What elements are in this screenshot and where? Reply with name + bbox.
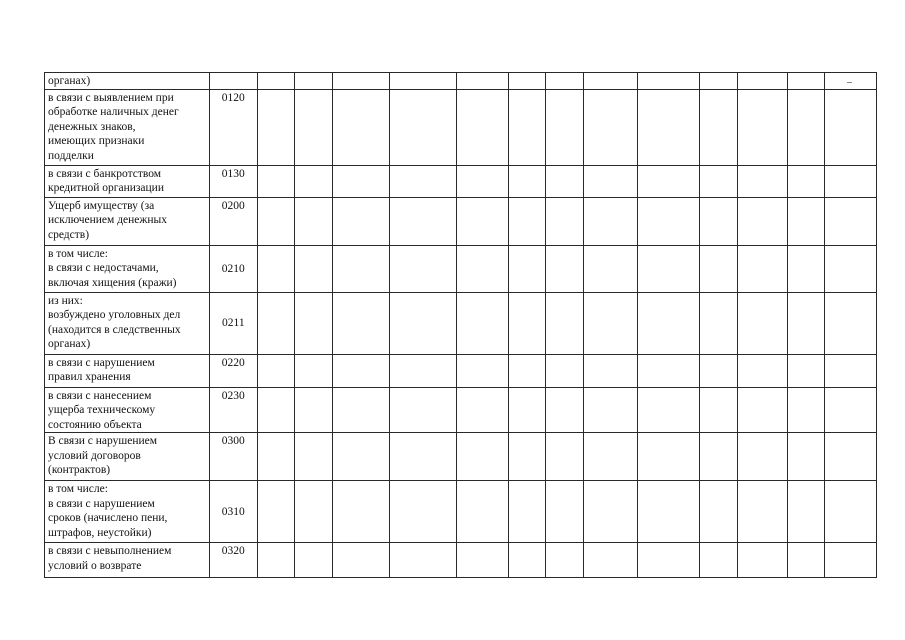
blank-value-cell	[258, 292, 295, 354]
blank-value-cell	[788, 387, 825, 433]
row-code-cell	[209, 165, 257, 197]
blank-value-cell	[825, 481, 877, 543]
blank-value-cell	[545, 387, 583, 433]
table-row	[45, 354, 877, 387]
blank-value-cell	[637, 433, 700, 481]
row-code-cell	[209, 543, 257, 578]
blank-value-cell	[584, 433, 638, 481]
blank-value-cell	[456, 543, 509, 578]
blank-value-cell	[788, 89, 825, 165]
blank-value-cell	[737, 197, 787, 245]
blank-value-cell	[390, 165, 457, 197]
blank-value-cell	[788, 245, 825, 292]
blank-value-cell	[637, 165, 700, 197]
row-code: 0300	[221, 435, 245, 447]
blank-value-cell	[509, 354, 545, 387]
blank-value-cell	[332, 354, 390, 387]
table-row	[45, 433, 877, 481]
row-code-cell	[209, 73, 257, 90]
blank-value-cell	[545, 89, 583, 165]
row-code-cell	[209, 481, 257, 543]
blank-value-cell	[584, 354, 638, 387]
blank-value-cell	[545, 292, 583, 354]
row-name-cell: в связи с нарушением правил хранения	[45, 354, 210, 387]
blank-value-cell	[390, 481, 457, 543]
blank-value-cell	[700, 481, 737, 543]
row-code-cell	[209, 354, 257, 387]
blank-value-cell	[545, 543, 583, 578]
blank-value-cell	[258, 197, 295, 245]
row-code-cell	[209, 245, 257, 292]
row-code-cell	[209, 197, 257, 245]
table-row	[45, 73, 877, 90]
blank-value-cell	[584, 197, 638, 245]
blank-value-cell	[456, 197, 509, 245]
blank-value-cell	[584, 245, 638, 292]
blank-value-cell	[332, 197, 390, 245]
blank-value-cell	[825, 165, 877, 197]
row-code-cell	[209, 292, 257, 354]
blank-value-cell	[825, 292, 877, 354]
blank-value-cell	[545, 354, 583, 387]
blank-value-cell	[456, 387, 509, 433]
blank-value-cell	[637, 292, 700, 354]
blank-value-cell	[390, 73, 457, 90]
blank-value-cell	[509, 481, 545, 543]
blank-value-cell	[509, 165, 545, 197]
blank-value-cell	[509, 387, 545, 433]
blank-value-cell	[332, 245, 390, 292]
blank-value-cell	[456, 245, 509, 292]
blank-value-cell	[737, 481, 787, 543]
blank-value-cell	[700, 354, 737, 387]
row-name-cell: В связи с нарушением условий договоров (контрактов)	[45, 433, 210, 481]
blank-value-cell	[737, 89, 787, 165]
blank-value-cell	[637, 543, 700, 578]
blank-value-cell	[456, 73, 509, 90]
blank-value-cell	[637, 245, 700, 292]
table-row	[45, 481, 877, 543]
blank-value-cell	[258, 387, 295, 433]
blank-value-cell	[545, 73, 583, 90]
row-code: 0220	[221, 356, 245, 369]
blank-value-cell	[825, 433, 877, 481]
row-code-cell	[209, 387, 257, 433]
blank-value-cell	[737, 354, 787, 387]
blank-value-cell	[258, 245, 295, 292]
blank-value-cell	[258, 73, 295, 90]
blank-value-cell	[637, 89, 700, 165]
blank-value-cell	[788, 73, 825, 90]
blank-value-cell	[584, 89, 638, 165]
blank-value-cell	[295, 433, 332, 481]
blank-value-cell	[825, 245, 877, 292]
row-code-cell	[209, 89, 257, 165]
row-name-cell: органах)	[45, 73, 210, 90]
blank-value-cell	[295, 197, 332, 245]
row-name-cell: в связи с невыполнением условий о возврате	[45, 543, 210, 578]
blank-value-cell	[788, 165, 825, 197]
blank-value-cell	[295, 165, 332, 197]
blank-value-cell	[637, 481, 700, 543]
blank-value-cell	[390, 89, 457, 165]
blank-value-cell	[637, 197, 700, 245]
row-name-cell: в связи с выявлением при обработке наличных денег денежных знаков, имеющих признаки подделки	[45, 89, 210, 165]
blank-value-cell	[509, 292, 545, 354]
blank-value-cell	[332, 543, 390, 578]
blank-value-cell	[737, 165, 787, 197]
blank-value-cell	[295, 245, 332, 292]
blank-value-cell	[332, 165, 390, 197]
blank-value-cell	[584, 165, 638, 197]
blank-value-cell	[509, 197, 545, 245]
scan-artifact	[847, 82, 852, 83]
blank-value-cell	[456, 89, 509, 165]
blank-value-cell	[295, 387, 332, 433]
blank-value-cell	[295, 481, 332, 543]
table-row	[45, 292, 877, 354]
blank-value-cell	[737, 543, 787, 578]
blank-value-cell	[700, 165, 737, 197]
row-name-cell: в том числе: в связи с нарушением сроков (начислено пени, штрафов, неустойки)	[45, 481, 210, 543]
blank-value-cell	[456, 354, 509, 387]
blank-value-cell	[295, 89, 332, 165]
blank-value-cell	[788, 481, 825, 543]
row-name-cell: Ущерб имуществу (за исключением денежных средств)	[45, 197, 210, 245]
blank-value-cell	[390, 292, 457, 354]
blank-value-cell	[509, 73, 545, 90]
blank-value-cell	[332, 73, 390, 90]
blank-value-cell	[700, 245, 737, 292]
blank-value-cell	[637, 73, 700, 90]
blank-value-cell	[332, 89, 390, 165]
blank-value-cell	[545, 481, 583, 543]
blank-value-cell	[637, 387, 700, 433]
blank-value-cell	[788, 197, 825, 245]
blank-value-cell	[332, 387, 390, 433]
blank-value-cell	[825, 89, 877, 165]
row-code: 0120	[221, 91, 245, 104]
blank-value-cell	[258, 543, 295, 578]
blank-value-cell	[456, 433, 509, 481]
blank-value-cell	[788, 354, 825, 387]
blank-value-cell	[584, 292, 638, 354]
blank-value-cell	[584, 543, 638, 578]
row-code: 0310	[221, 505, 245, 518]
row-name-cell: из них: возбуждено уголовных дел (находится в следственных органах)	[45, 292, 210, 354]
blank-value-cell	[788, 292, 825, 354]
blank-value-cell	[825, 197, 877, 245]
blank-value-cell	[545, 197, 583, 245]
blank-value-cell	[825, 543, 877, 578]
blank-value-cell	[390, 197, 457, 245]
blank-value-cell	[737, 245, 787, 292]
report-form-table	[44, 72, 877, 578]
table-row	[45, 165, 877, 197]
blank-value-cell	[295, 73, 332, 90]
blank-value-cell	[258, 433, 295, 481]
blank-value-cell	[509, 245, 545, 292]
blank-value-cell	[390, 387, 457, 433]
row-code: 0211	[222, 317, 245, 330]
blank-value-cell	[788, 543, 825, 578]
table-row	[45, 543, 877, 578]
row-name-cell: в том числе: в связи с недостачами, включая хищения (кражи)	[45, 245, 210, 292]
blank-value-cell	[390, 433, 457, 481]
blank-value-cell	[825, 387, 877, 433]
row-code: 0230	[221, 389, 245, 402]
blank-value-cell	[295, 543, 332, 578]
blank-value-cell	[390, 354, 457, 387]
blank-value-cell	[258, 165, 295, 197]
row-code: 0130	[221, 167, 245, 180]
table-body	[45, 73, 877, 578]
blank-value-cell	[700, 292, 737, 354]
blank-value-cell	[332, 481, 390, 543]
blank-value-cell	[332, 292, 390, 354]
row-code: 0200	[221, 199, 245, 212]
blank-value-cell	[584, 73, 638, 90]
blank-value-cell	[258, 89, 295, 165]
blank-value-cell	[700, 433, 737, 481]
blank-value-cell	[545, 245, 583, 292]
blank-value-cell	[584, 387, 638, 433]
blank-value-cell	[700, 89, 737, 165]
blank-value-cell	[737, 73, 787, 90]
blank-value-cell	[509, 433, 545, 481]
blank-value-cell	[637, 354, 700, 387]
row-code: 0210	[221, 262, 245, 275]
blank-value-cell	[545, 433, 583, 481]
blank-value-cell	[509, 543, 545, 578]
blank-value-cell	[700, 197, 737, 245]
blank-value-cell	[700, 73, 737, 90]
row-name-cell: в связи с нанесением ущерба техническому состоянию объекта	[45, 387, 210, 433]
blank-value-cell	[825, 73, 877, 90]
row-name-cell: в связи с банкротством кредитной организации	[45, 165, 210, 197]
blank-value-cell	[390, 543, 457, 578]
row-code: 0320	[221, 545, 245, 557]
blank-value-cell	[456, 292, 509, 354]
blank-value-cell	[258, 354, 295, 387]
blank-value-cell	[700, 387, 737, 433]
blank-value-cell	[258, 481, 295, 543]
blank-value-cell	[737, 387, 787, 433]
blank-value-cell	[456, 165, 509, 197]
blank-value-cell	[295, 292, 332, 354]
blank-value-cell	[788, 433, 825, 481]
table-row	[45, 387, 877, 433]
blank-value-cell	[737, 292, 787, 354]
table-row	[45, 197, 877, 245]
blank-value-cell	[509, 89, 545, 165]
table-row	[45, 245, 877, 292]
blank-value-cell	[545, 165, 583, 197]
blank-value-cell	[700, 543, 737, 578]
row-code-cell	[209, 433, 257, 481]
blank-value-cell	[737, 433, 787, 481]
blank-value-cell	[584, 481, 638, 543]
blank-value-cell	[825, 354, 877, 387]
blank-value-cell	[295, 354, 332, 387]
blank-value-cell	[456, 481, 509, 543]
table-row	[45, 89, 877, 165]
blank-value-cell	[332, 433, 390, 481]
blank-value-cell	[390, 245, 457, 292]
